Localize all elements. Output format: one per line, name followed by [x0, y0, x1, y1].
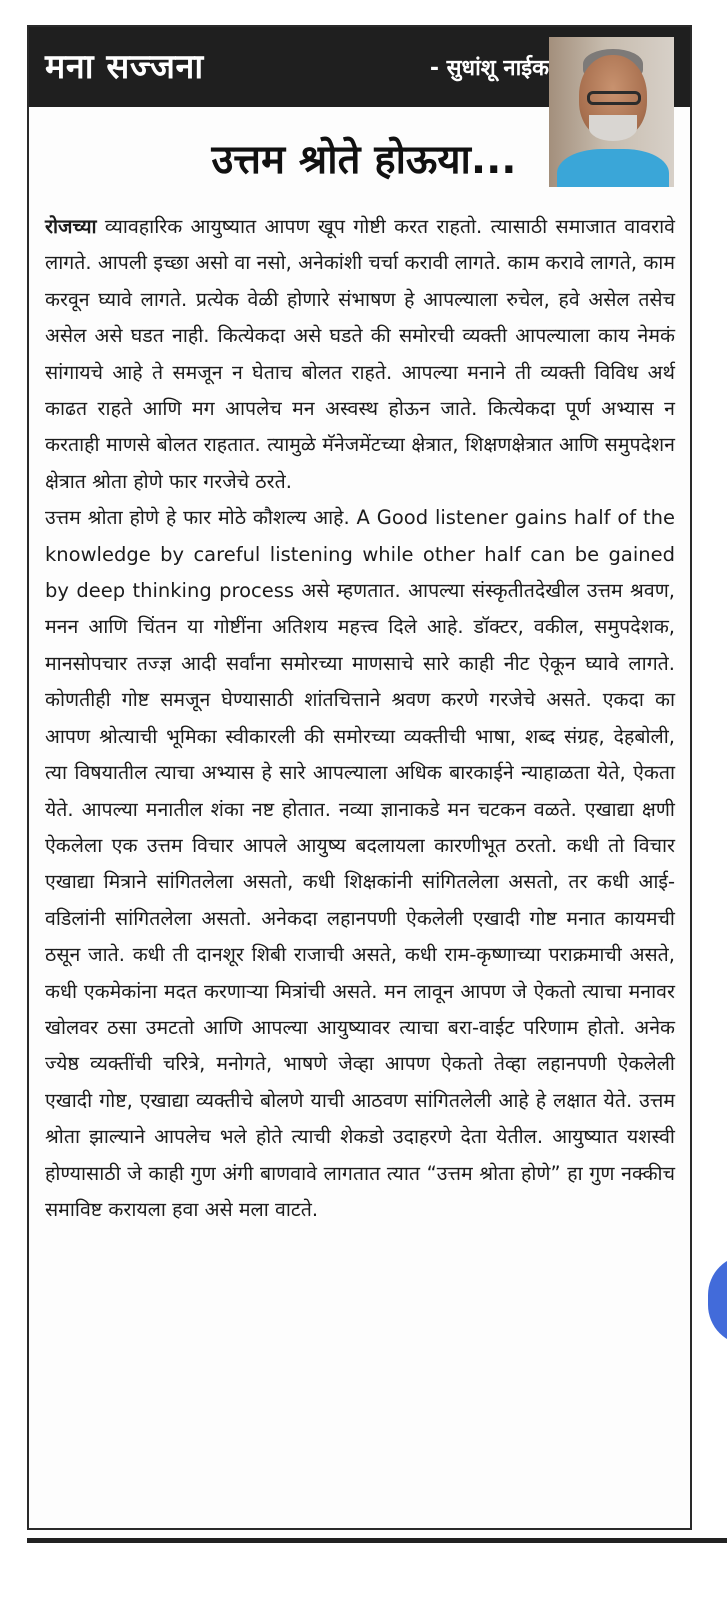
page-bottom-rule [27, 1538, 727, 1543]
newspaper-column-frame [27, 25, 692, 1530]
article-headline: उत्तम श्रोते होऊया... [211, 137, 517, 183]
lead-word: रोजच्या [45, 215, 97, 238]
article-paragraph-2: उत्तम श्रोता होणे हे फार मोठे कौशल्य आहे. A Good listener gains half of the knowledge by careful listening while other half can be gained by deep thinking process असे म्हणतात. आपल्या संस्कृतीतदेखील उत्तम श्रवण, मनन आणि चिंतन या गोष्टींना अतिशय महत्त्व दिले आहे. डॉक्टर, वकील, समुपदेशक, मानसोपचार तज्ज्ञ आदी सर्वांना समोरच्या माणसाचे सारे काही नीट ऐकून घ्यावे लागते. कोणतीही गोष्ट समजून घेण्यासाठी शांतचित्ताने श्रवण करणे गरजेचे असते. एकदा का आपण श्रोत्याची भूमिका स्वीकारली की समोरच्या व्यक्तीची भाषा, शब्द संग्रह, देहबोली, त्या विषयातील त्याचा अभ्यास हे सारे आपल्याला अधिक बारकाईने न्याहाळता येते, ऐकता येते. आपल्या मनातील शंका नष्ट होतात. नव्या ज्ञानाकडे मन चटकन वळते. एखाद्या क्षणी ऐकलेला एक उत्तम विचार आपले आयुष्य बदलायला कारणीभूत ठरतो. कधी तो विचार एखाद्या मित्राने सांगितलेला असतो, कधी शिक्षकांनी सांगितलेला असतो, तर कधी आई-वडिलांनी सांगितलेला असतो. अनेकदा लहानपणी ऐकलेली एखादी गोष्ट मनात कायमची ठसून जाते. कधी ती दानशूर शिबी राजाची असते, कधी राम-कृष्णाच्या पराक्रमाची असते, कधी एकमेकांना मदत करणाऱ्या मित्रांची असते. मन लावून आपण जे ऐकतो त्याचा मनावर खोलवर ठसा उमटतो आणि आपल्या आयुष्यावर त्याचा बरा-वाईट परिणाम होतो. अनेक ज्येष्ठ व्यक्तींची चरित्रे, मनोगते, भाषणे जेव्हा आपण ऐकतो तेव्हा लहानपणी ऐकलेली एखादी गोष्ट, एखाद्या व्यक्तीचे बोलणे याची आठवण सांगितलेली आहे हे लक्षात येते. उत्तम श्रोता झाल्याने आपलेच भले होते त्याची शेकडो उदाहरणे देता येतील. आयुष्यात यशस्वी होण्यासाठी जे काही गुण अंगी बाणवावे लागतात त्यात “उत्तम श्रोता होणे” हा गुण नक्कीच समाविष्ट करायला हवा असे मला वाटते. [45, 506, 675, 1221]
photo-glasses [587, 91, 641, 105]
scroll-handle[interactable] [708, 1255, 727, 1345]
author-photo [549, 37, 674, 187]
article-body [45, 209, 675, 1228]
paragraph-1-text: व्यावहारिक आयुष्यात आपण खूप गोष्टी करत राहतो. त्यासाठी समाजात वावरावे लागते. आपली इच्छा असो वा नसो, अनेकांशी चर्चा करावी लागते. काम करावे लागते, काम करवून घ्यावे लागते. प्रत्येक वेळी होणारे संभाषण हे आपल्याला रुचेल, हवे असेल तसेच असेल असे घडत नाही. कित्येकदा असे घडते की समोरची व्यक्ती आपल्याला काय नेमकं सांगायचे आहे ते समजून न घेताच बोलत राहते. आपल्या मनाने ती व्यक्ती विविध अर्थ काढत राहते आणि मग आपलेच मन अस्वस्थ होऊन जाते. कित्येकदा पूर्ण अभ्यास न करताही माणसे बोलत राहतात. त्यामुळे मॅनेजमेंटच्या क्षेत्रात, शिक्षणक्षेत्रात आणि समुपदेशन क्षेत्रात श्रोता होणे फार गरजेचे ठरते. [45, 215, 675, 493]
column-name: मना सज्जना [45, 47, 204, 87]
article-paragraph-1 [45, 209, 675, 500]
photo-shirt [557, 149, 669, 187]
photo-beard [589, 115, 637, 141]
author-byline: - सुधांशू नाईक [429, 56, 549, 81]
